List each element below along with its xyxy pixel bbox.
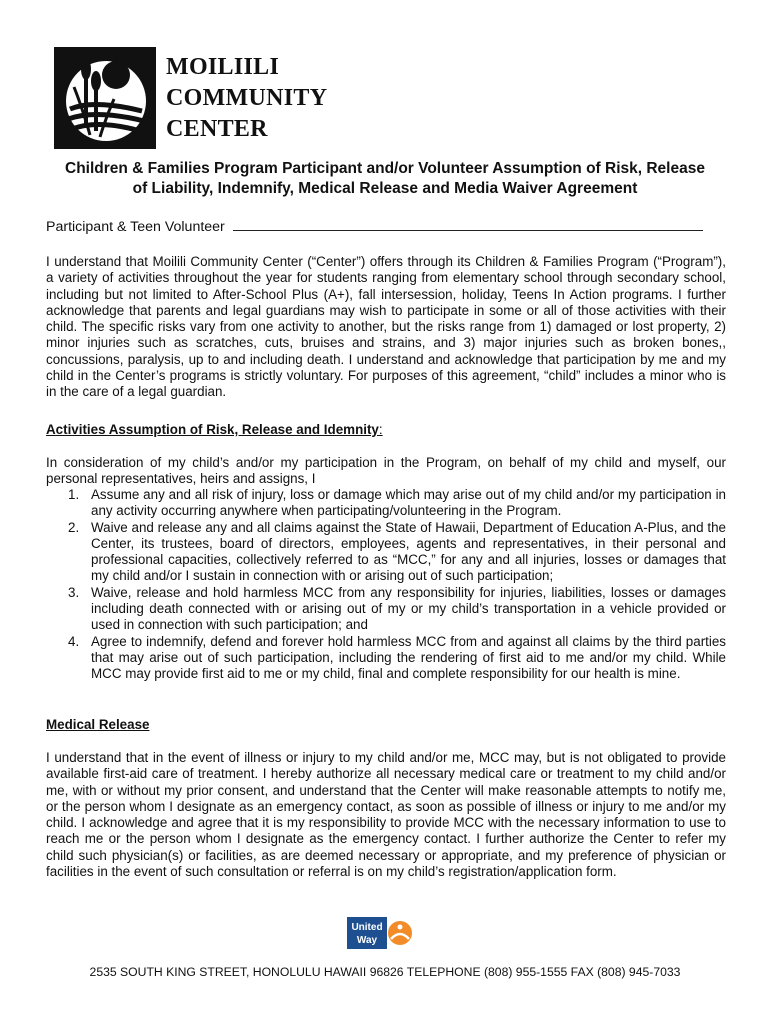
participant-name-input[interactable] xyxy=(233,216,703,231)
activities-intro-text: In consideration of my child’s and/or my participation in the Program, on behalf of my child and myself, our personal representatives, heirs and assigns, I xyxy=(46,455,726,487)
united-way-line-2: Way xyxy=(356,935,378,946)
activities-intro xyxy=(46,455,726,488)
title-line-1: Children & Families Program Participant and/or Volunteer Assumption of Risk, Release xyxy=(65,160,705,177)
list-item xyxy=(46,585,726,634)
list-item-text: Waive and release any and all claims against the State of Hawaii, Department of Education A-Plus, and the Center, its trustees, board of directors, employees, agents and representatives, in their personal and professional capacities, collectively referred to as “MCC,” for any and all injuries, losses or damages that my child and/or I sustain in connection with or arising out of such participation; xyxy=(91,519,726,584)
list-item-text: Waive, release and hold harmless MCC from any responsibility for injuries, liabilities, losses or damages including death connected with or arising out of my or my child’s transportation in a vehicle provided or used in connection with such participation; and xyxy=(91,584,726,633)
intro-paragraph-text: I understand that Moilili Community Center (“Center”) offers through its Children & Families Program (“Program”), a variety of activities throughout the year for students ranging from elementary school through secondary school, including but not limited to After-School Plus (A+), fall intersession, holiday, Teens In Action programs. I further acknowledge that parents and legal guardians may wish to participate in some or all of those activities with their child. The specific risks vary from one activity to another, but the risks range from 1) damaged or lost property, 2) minor injuries such as scratches, cuts, bruises and strains, and 3) major injuries such as broken bones,, concussions, paralysis, up to and including death. I understand and acknowledge that participation by me and my child in the Center’s programs is strictly voluntary. For purposes of this agreement, “child” includes a minor who is in the care of a legal guardian. xyxy=(46,254,726,400)
list-item-number: 2. xyxy=(68,519,80,535)
list-item xyxy=(46,634,726,683)
activities-heading-colon: : xyxy=(378,422,383,437)
activities-list xyxy=(46,487,726,683)
medical-release-heading xyxy=(46,717,149,732)
list-item xyxy=(46,520,726,585)
title-line-2: of Liability, Indemnify, Medical Release and Media Waiver Agreement xyxy=(132,180,638,197)
list-item-text: Assume any and all risk of injury, loss or damage which may arise out of my child and/or my participation in any activity occurring anywhere when participating/volunteering in the Program. xyxy=(91,487,726,519)
organization-name xyxy=(166,52,327,145)
intro-paragraph xyxy=(46,254,726,401)
united-way-logo xyxy=(347,917,413,949)
medical-release-heading-text: Medical Release xyxy=(46,717,150,732)
activities-heading-text: Activities Assumption of Risk, Release and Idemnity xyxy=(46,422,379,437)
moiliili-community-center-logo xyxy=(54,47,156,149)
list-item-text: Agree to indemnify, defend and forever hold harmless MCC from and against all claims by the third parties that may arise out of such participation, including the rendering of first aid to me and/or my child. While MCC may provide first aid to me or my child, final and complete responsibility for our health is mine. xyxy=(91,633,726,682)
participant-field xyxy=(46,216,703,235)
list-item xyxy=(46,487,726,520)
document-title xyxy=(30,159,740,199)
medical-release-text: I understand that in the event of illness or injury to my child and/or me, MCC may, but is not obligated to provide available first-aid care of treatment. I hereby authorize all necessary medical care or treatment to my child and/or me, with or without my prior consent, and understand that the Center will make reasonable attempts to notify me, or the person whom I designate as an emergency contact, as soon as possible of illness or injury to me and/or my child. I acknowledge and agree that it is my responsibility to provide MCC with the necessary information to use to reach me or the person whom I designate as the emergency contact. I further authorize the Center to refer my child such physician(s) or facilities, as are deemed necessary or appropriate, and my preference of physician or facilities in the event of such consultation or referral is on my child’s registration/application form. xyxy=(46,750,726,880)
org-name-line-1: MOILIILI xyxy=(166,54,280,80)
org-name-line-2: COMMUNITY xyxy=(166,85,328,111)
list-item-number: 4. xyxy=(68,633,80,649)
united-way-line-1: United xyxy=(351,922,383,933)
list-item-number: 3. xyxy=(68,584,80,600)
activities-heading xyxy=(46,422,383,437)
org-name-line-3: CENTER xyxy=(166,116,268,142)
participant-field-label: Participant & Teen Volunteer xyxy=(46,219,225,235)
footer-address: 2535 SOUTH KING STREET, HONOLULU HAWAII 96826 TELEPHONE (808) 955-1555 FAX (808) 945-7033 xyxy=(89,965,681,979)
list-item-number: 1. xyxy=(68,487,80,502)
medical-release-paragraph xyxy=(46,750,726,880)
